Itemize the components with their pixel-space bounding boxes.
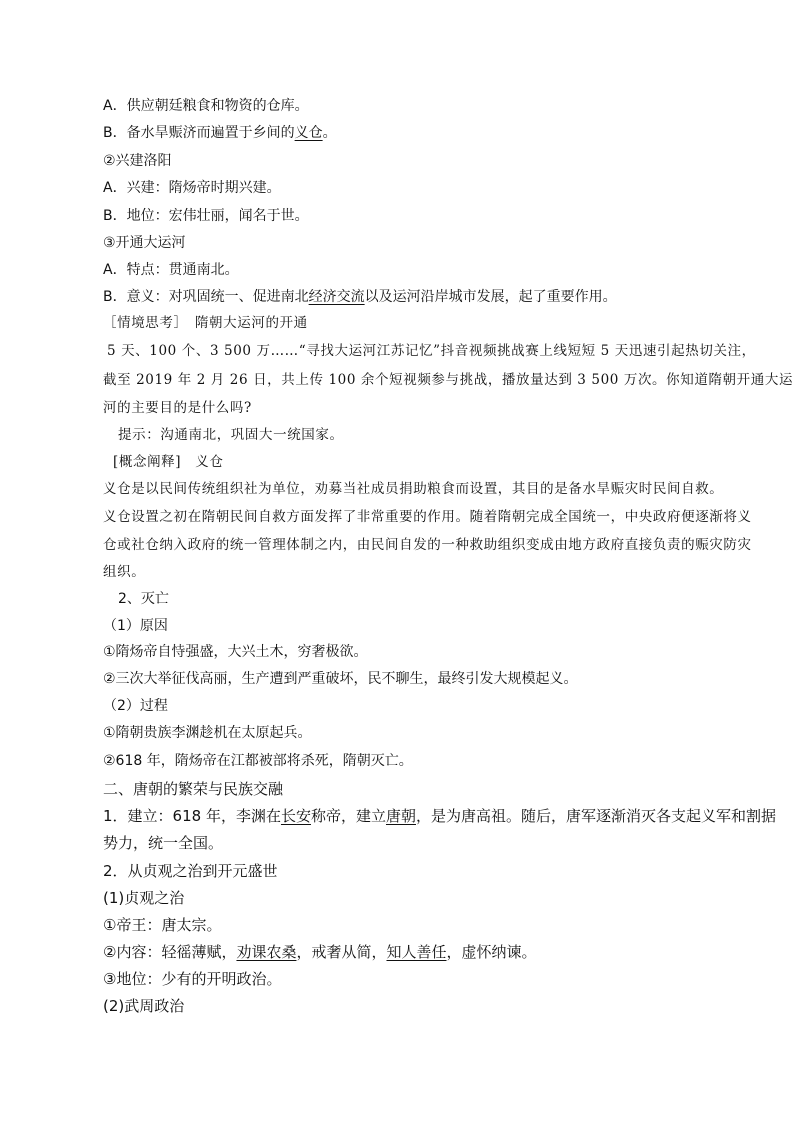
text-line: 组织。 xyxy=(103,564,146,580)
underlined-term: 义仓 xyxy=(294,125,323,141)
text-line: 义仓设置之初在隋朝民间自救方面发挥了非常重要的作用。随着隋朝完成全国统一，中央政府便逐渐将义 xyxy=(103,509,752,525)
text-line: ①隋炀帝自恃强盛，大兴土木，穷奢极欲。 xyxy=(103,644,368,660)
underlined-term: 唐朝 xyxy=(385,807,416,825)
text-line: ①隋朝贵族李渊趁机在太原起兵。 xyxy=(103,725,312,741)
text-line xyxy=(103,806,776,826)
text-line: ②兴建洛阳 xyxy=(103,153,172,169)
text-segment: 1．建立：618 年，李渊在 xyxy=(103,807,281,825)
text-line: ②三次大举征伐高丽，生产遭到严重破坏，民不聊生，最终引发大规模起义。 xyxy=(103,671,578,687)
text-line: A．特点：贯通南北。 xyxy=(103,262,239,278)
underlined-term: 经济交流 xyxy=(308,289,365,305)
text-line: ①帝王：唐太宗。 xyxy=(103,916,222,934)
text-line: 提示：沟通南北，巩固大一统国家。 xyxy=(118,427,344,443)
text-line: ②618 年，隋炀帝在江都被部将杀死，隋朝灭亡。 xyxy=(103,753,413,769)
section-heading: 二、唐朝的繁荣与民族交融 xyxy=(103,780,284,798)
text-segment: ，是为唐高祖。随后，唐军逐渐消灭各支起义军和割据 xyxy=(416,807,777,825)
text-line: A．供应朝廷粮食和物资的仓库。 xyxy=(103,98,309,114)
underlined-term: 长安 xyxy=(280,807,311,825)
text-line: ③开通大运河 xyxy=(103,235,186,251)
underlined-term: 知人善任 xyxy=(386,943,447,961)
text-segment: B．意义：对巩固统一、促进南北 xyxy=(103,289,309,305)
text-line: 2．从贞观之治到开元盛世 xyxy=(103,862,278,880)
text-line: （1）原因 xyxy=(103,618,168,634)
text-line xyxy=(103,942,537,962)
text-line: 河的主要目的是什么吗? xyxy=(103,400,252,416)
text-segment: 以及运河沿岸城市发展，起了重要作用。 xyxy=(364,289,617,305)
text-line: 2、灭亡 xyxy=(118,591,169,607)
text-line: 截至 2019 年 2 月 26 日，共上传 100 余个短视频参与挑战，播放量达到 3 500 万次。你知道隋朝开通大运 xyxy=(103,372,794,388)
text-line xyxy=(103,123,337,143)
section-heading: [概念阐释] 义仓 xyxy=(113,454,224,470)
text-line: B．地位：宏伟壮丽，闻名于世。 xyxy=(103,208,309,224)
text-line: (1)贞观之治 xyxy=(103,889,185,907)
text-segment: ②内容：轻徭薄赋， xyxy=(103,943,237,961)
text-line: (2)武周政治 xyxy=(103,997,185,1015)
text-segment: ，虚怀纳谏。 xyxy=(446,943,537,961)
text-line: 5 天、100 个、3 500 万……“寻找大运河江苏记忆”抖音视频挑战赛上线短短 5 天迅速引起热切关注， xyxy=(107,343,756,359)
text-segment: ，戒奢从简， xyxy=(296,943,387,961)
text-line: （2）过程 xyxy=(103,698,168,714)
text-line xyxy=(103,287,617,307)
section-heading: ［情境思考］ 隋朝大运河的开通 xyxy=(103,315,308,331)
underlined-term: 劝课农桑 xyxy=(236,943,297,961)
text-segment: B．备水旱赈济而遍置于乡间的 xyxy=(103,125,295,141)
text-line: 义仓是以民间传统组织社为单位，劝募当社成员捐助粮食而设置，其目的是备水旱赈灾时民间自救。 xyxy=(103,481,724,497)
text-line: A．兴建：隋炀帝时期兴建。 xyxy=(103,180,281,196)
text-segment: 。 xyxy=(322,125,337,141)
text-segment: 称帝，建立 xyxy=(310,807,386,825)
text-line: 仓或社仓纳入政府的统一管理体制之内，由民间自发的一种救助组织变成由地方政府直接负责的赈灾防灾 xyxy=(103,537,752,553)
text-line: 势力，统一全国。 xyxy=(103,834,224,852)
text-line: ③地位：少有的开明政治。 xyxy=(103,970,282,988)
